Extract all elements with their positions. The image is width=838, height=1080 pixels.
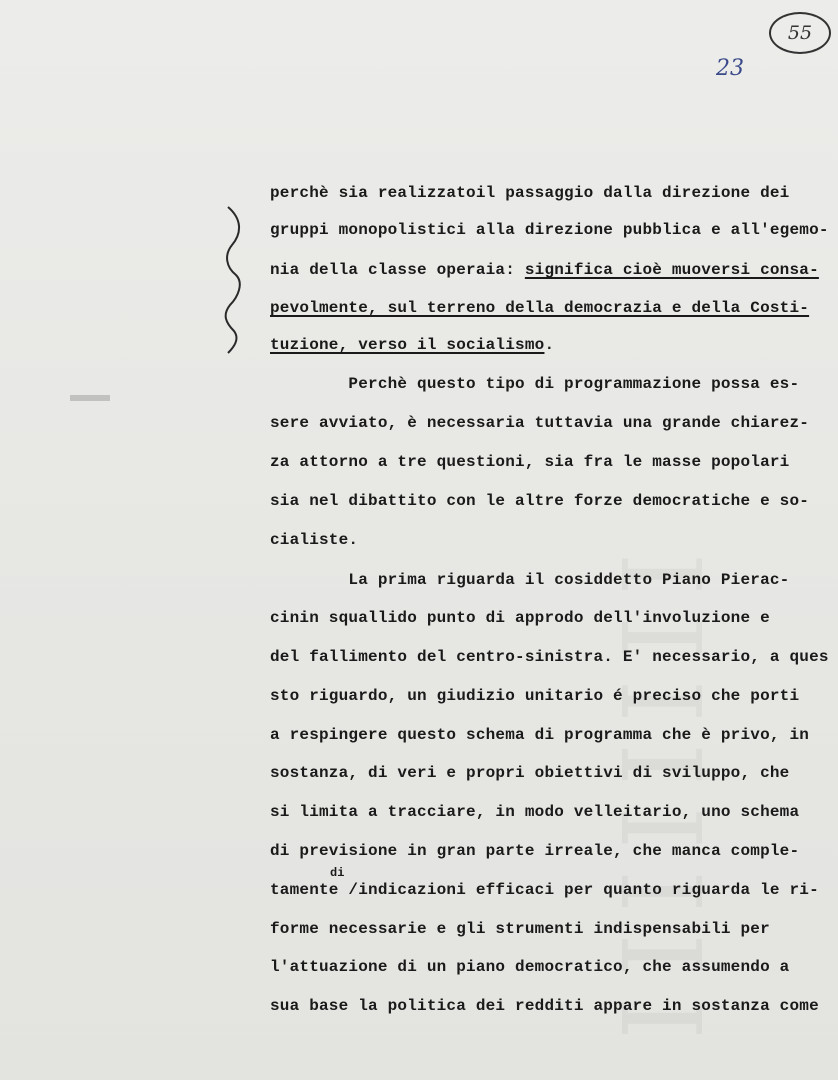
- text-line: [270, 335, 554, 355]
- text-segment: sia nel dibattito con le altre forze democratiche e so-: [270, 492, 810, 510]
- text-segment: l'attuazione di un piano democratico, che assumendo a: [270, 958, 790, 976]
- text-segment: perchè sia realizzatoil passaggio dalla direzione dei: [270, 184, 790, 202]
- text-line: [270, 491, 809, 511]
- text-line: [270, 260, 819, 280]
- text-line: [270, 452, 789, 472]
- text-segment: gruppi monopolistici alla direzione pubblica e all'egemo-: [270, 221, 829, 239]
- text-line: [270, 725, 809, 745]
- text-segment: cialiste.: [270, 531, 359, 549]
- text-line: [270, 570, 789, 590]
- text-segment: a respingere questo schema di programma che è privo, in: [270, 726, 810, 744]
- text-segment: nia della classe operaia:: [270, 261, 525, 279]
- text-segment: za attorno a tre questioni, sia fra le masse popolari: [270, 453, 790, 471]
- text-line: [270, 763, 789, 783]
- text-line: [270, 880, 819, 900]
- text-line: [270, 686, 799, 706]
- text-segment: Perchè questo tipo di programmazione possa es-: [270, 375, 800, 393]
- text-line: [270, 608, 770, 628]
- text-segment: sua base la politica dei redditi appare in sostanza come: [270, 997, 819, 1015]
- underlined-segment: significa cioè muoversi consa-: [524, 261, 819, 279]
- faint-margin-smudge: [70, 395, 110, 401]
- text-segment: sto riguardo, un giudizio unitario é preciso che porti: [270, 687, 800, 705]
- text-line: [270, 374, 799, 394]
- text-line: [270, 530, 358, 550]
- text-line: [270, 647, 829, 667]
- inserted-word-di: di: [330, 866, 345, 880]
- text-segment: sere avviato, è necessaria tuttavia una grande chiarez-: [270, 414, 810, 432]
- handwritten-page-number: 23: [716, 56, 744, 81]
- text-line: [270, 802, 799, 822]
- margin-bracket-mark: [220, 205, 250, 355]
- text-segment: .: [544, 336, 555, 354]
- underlined-segment: pevolmente, sul terreno della democrazia e della Costi-: [270, 299, 810, 317]
- page-number-stamp-text: 55: [787, 22, 813, 44]
- text-line: [270, 183, 789, 203]
- text-segment: cinin squallido punto di approdo dell'involuzione e: [270, 609, 770, 627]
- text-segment: di previsione in gran parte irreale, che manca comple-: [270, 842, 800, 860]
- text-segment: sostanza, di veri e propri obiettivi di sviluppo, che: [270, 764, 790, 782]
- text-segment: La prima riguarda il cosiddetto Piano Pierac-: [270, 571, 790, 589]
- text-line: [270, 413, 809, 433]
- text-line: [270, 957, 789, 977]
- text-segment: si limita a tracciare, in modo velleitario, uno schema: [270, 803, 800, 821]
- text-line: [270, 919, 770, 939]
- text-line: [270, 298, 809, 318]
- text-segment: del fallimento del centro-sinistra. E' necessario, a ques: [270, 648, 829, 666]
- text-segment: forme necessarie e gli strumenti indispensabili per: [270, 920, 770, 938]
- text-line: [270, 841, 799, 861]
- page-number-stamp: [769, 12, 831, 54]
- underlined-segment: tuzione, verso il socialismo: [270, 336, 545, 354]
- text-line: [270, 220, 829, 240]
- background-watermark: IIIIIIII: [600, 532, 728, 1040]
- text-segment: tamente /indicazioni efficaci per quanto riguarda le ri-: [270, 881, 819, 899]
- text-line: [270, 996, 819, 1016]
